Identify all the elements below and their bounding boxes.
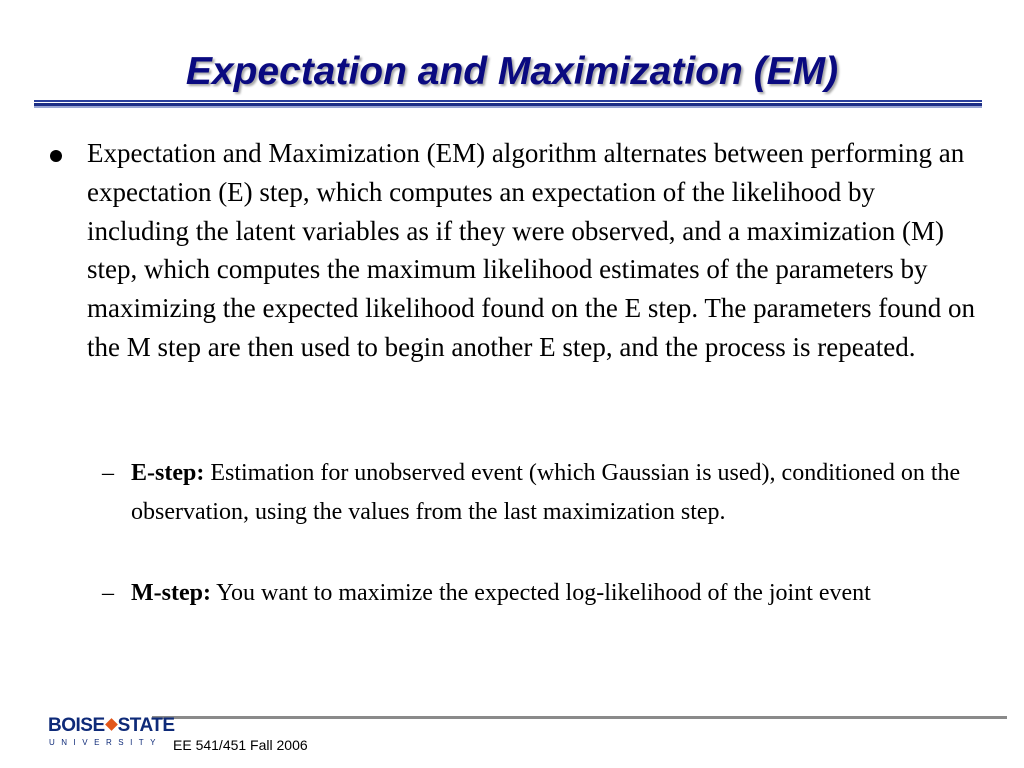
bullet-dot-icon <box>50 150 62 162</box>
dash-icon: – <box>102 460 114 486</box>
logo-diamond-icon <box>105 719 118 732</box>
sub-bullet-term: E-step: <box>131 460 205 486</box>
logo-word-left: BOISE <box>48 715 105 736</box>
footer-divider <box>152 716 1007 719</box>
logo-subtitle: UNIVERSITY <box>49 738 163 747</box>
footer-course-label: EE 541/451 Fall 2006 <box>173 737 308 753</box>
logo-word-right: STATE <box>117 715 175 736</box>
dash-icon: – <box>102 580 114 606</box>
sub-bullet-body: You want to maximize the expected log-likelihood of the joint event <box>210 580 871 606</box>
sub-bullet-term: M-step: <box>131 580 211 606</box>
sub-bullet-text <box>131 574 971 613</box>
slide-title: Expectation and Maximization (EM) <box>185 50 839 93</box>
sub-bullet-body: Estimation for unobserved event (which Gaussian is used), conditioned on the observation, using the values from the last maximization step. <box>131 460 961 525</box>
boise-state-logo <box>48 715 175 750</box>
title-divider <box>34 100 982 108</box>
sub-bullet-text <box>131 454 971 531</box>
main-bullet-text: Expectation and Maximization (EM) algorithm alternates between performing an expectation (E) step, which computes an expectation of the likelihood by including the latent variables as if they were observed, and a maximization (M) step, which computes the maximum likelihood estimates of the parameters by maximizing the expected likelihood found on the E step. The parameters found on the M step are then used to begin another E step, and the process is repeated. <box>87 138 976 362</box>
